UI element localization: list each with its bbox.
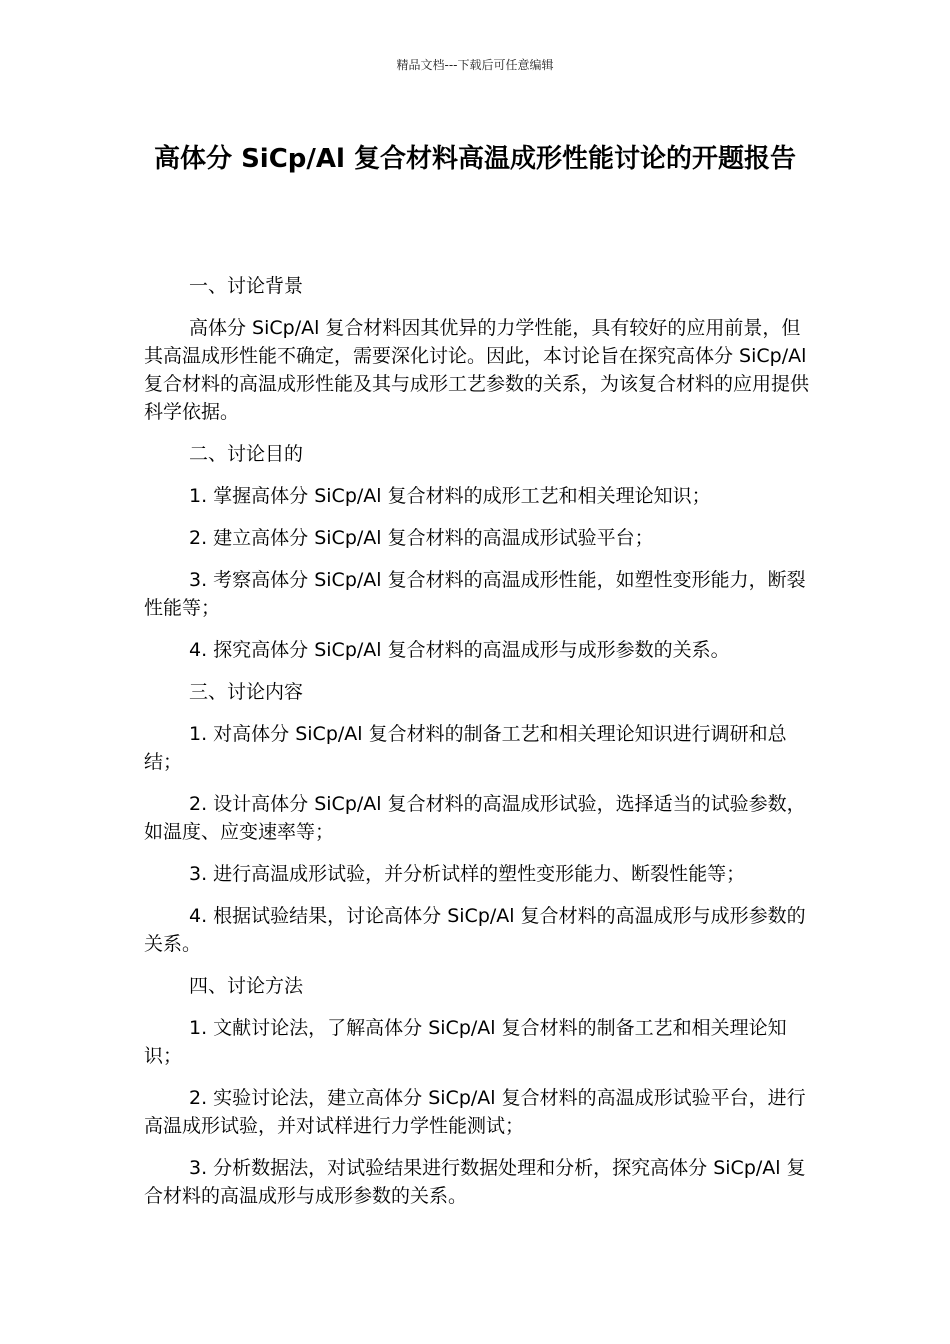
section-heading-content: 三、讨论内容 [189,681,304,703]
list-item-method-3: 3. 分析数据法，对试验结果进行数据处理和分析，探究高体分 SiCp/Al 复合材料的高温成形与成形参数的关系。 [144,1157,806,1207]
list-item-purpose-3: 3. 考察高体分 SiCp/Al 复合材料的高温成形性能，如塑性变形能力，断裂性能等； [144,569,806,619]
list-item-content-4: 4. 根据试验结果，讨论高体分 SiCp/Al 复合材料的高温成形与成形参数的关系。 [144,905,806,955]
section-heading-method: 四、讨论方法 [189,975,304,997]
paragraph-background: 高体分 SiCp/Al 复合材料因其优异的力学性能，具有较好的应用前景，但其高温成形性能不确定，需要深化讨论。因此，本讨论旨在探究高体分 SiCp/Al 复合材料的高温成形性能及其与成形工艺参数的关系，为该复合材料的应用提供科学依据。 [144,317,810,423]
list-item-purpose-2: 2. 建立高体分 SiCp/Al 复合材料的高温成形试验平台； [189,527,654,549]
section-heading-purpose: 二、讨论目的 [189,443,304,465]
document-body [144,272,810,1224]
list-item-content-3: 3. 进行高温成形试验，并分析试样的塑性变形能力、断裂性能等； [189,863,746,885]
section-heading-background: 一、讨论背景 [189,275,304,297]
list-item-purpose-1: 1. 掌握高体分 SiCp/Al 复合材料的成形工艺和相关理论知识； [189,485,711,507]
list-item-method-1: 1. 文献讨论法，了解高体分 SiCp/Al 复合材料的制备工艺和相关理论知识； [144,1017,787,1067]
list-item-method-2: 2. 实验讨论法，建立高体分 SiCp/Al 复合材料的高温成形试验平台，进行高温成形试验，并对试样进行力学性能测试； [144,1087,806,1137]
list-item-purpose-4: 4. 探究高体分 SiCp/Al 复合材料的高温成形与成形参数的关系。 [189,639,730,661]
list-item-content-1: 1. 对高体分 SiCp/Al 复合材料的制备工艺和相关理论知识进行调研和总结； [144,723,787,773]
document-title: 高体分 SiCp/Al 复合材料高温成形性能讨论的开题报告 [154,144,796,174]
page-header-watermark: 精品文档---下载后可任意编辑 [396,58,554,72]
list-item-content-2: 2. 设计高体分 SiCp/Al 复合材料的高温成形试验，选择适当的试验参数，如温度、应变速率等； [144,793,806,843]
